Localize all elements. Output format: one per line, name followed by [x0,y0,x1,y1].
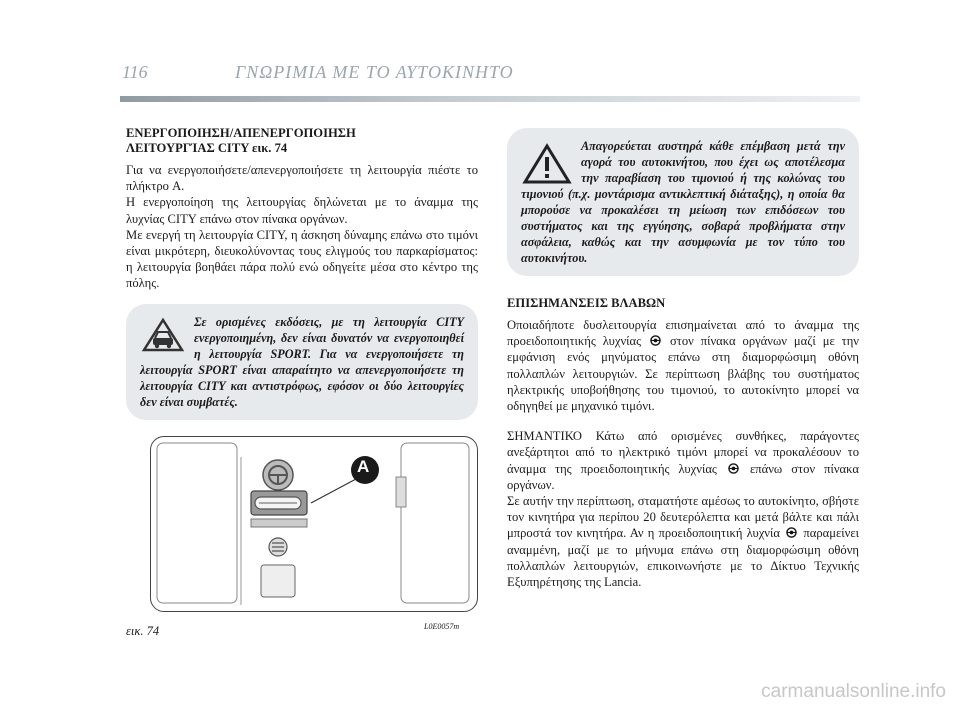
paragraph [507,493,859,590]
section-title-line-2: ΛΕΙΤΟΥΡΓΊΑΣ CITY εικ. 74 [126,141,288,155]
text-fragment: παραμείνει αναμμένη, μαζί με το μήνυμα επάνω στη διαμορφώσιμη οθόνη πολλαπλών λειτουργιών, επικοινωνήστε με το Δίκτυο Τεχνικής Εξυπηρέτησης της Lancia. [507,526,859,590]
text-fragment: ΣΗΜΑΝΤΙΚΟ Κάτω από ορισμένες συνθήκες, παράγοντες ανεξάρτητοι από το ηλεκτρικό τιμόνι μπορεί να προκαλέσουν το άναμμα της προειδοποιητικής λυχνίας [507,429,859,476]
steering-button-illustration [151,437,476,610]
warning-text: Απαγορεύεται αυστηρά κάθε επέμβαση μετά την αγορά του αυτοκινήτου, που έχει ως αποτέλεσμα την παραβίαση του τιμονιού ή της κολώνας του τιμονιού (π.χ. μοντάρισμα αντικλεπτική διάταξης), η οποία θα μπορούσε να προκαλέσει τη μείωση των επιδόσεων του συστήματος και της εγγύησης, σοβαρά προβλήματα στην ασφάλεια, καθώς και την ασυμφωνία με τον τύπο του αυτοκινήτου. [521,139,845,265]
warning-box [507,128,859,276]
text-fragment: επάνω στον πίνακα οργάνων. [507,461,859,492]
figure-code: L0E0057m [424,622,460,631]
figure-74 [150,436,478,612]
steering-warning-light-icon [728,463,739,474]
text-fragment: Σε αυτήν την περίπτωση, σταματήστε αμέσως το αυτοκίνητο, σβήστε τον κινητήρα για περίπου 20 δευτερόλεπτα και μετά βάλτε και πάλι μπροστά τον κινητήρα. Αν η προειδοποιητική λυχνία [507,494,859,541]
steering-warning-light-icon [786,527,797,538]
spacer [507,414,859,428]
paragraph: Η ενεργοποίηση της λειτουργίας δηλώνεται με το άναμμα της λυχνίας CITY επάνω στον πίνακα οργάνων. [126,195,478,226]
left-column [126,126,478,292]
callout-a-label: A [357,457,370,476]
steering-warning-light-icon [650,335,661,346]
section-title-line-1: ΕΝΕΡΓΟΠΟΙΗΣΗ/ΑΠΕΝΕΡΓΟΠΟΙΗΣΗ [126,126,356,140]
warning-triangle-icon [521,142,573,186]
watermark: carmanualsonline.info [761,681,946,702]
paragraph: Με ενεργή τη λειτουργία CITY, η άσκηση δύναμης επάνω στο τιμόνι είναι μικρότερη, διευκολύνοντας τους ελιγμούς του παρκαρίσματος: η λειτουργία βοηθάει πάρα πολύ ενώ οδηγείτε μέσα στο κέντρο της πόλης. [126,227,478,291]
header-rule [120,96,860,102]
text-fragment: στον πίνακα οργάνων μαζί με την εμφάνιση ενός μηνύματος επάνω στη διαμορφώσιμη οθόνη πολλαπλών λειτουργιών. Σε περίπτωση βλάβης του συστήματος ηλεκτρικής υποβοήθησης του τιμονιού, το αυτοκίνητο μπορεί να οδηγηθεί με μηχανικό τιμόνι. [507,334,860,414]
note-text: Σε ορισμένες εκδόσεις, με τη λειτουργία CITY ενεργοποιημένη, δεν είναι δυνατόν να ενεργοποιηθεί η λειτουργία SPORT. Για να ενεργοποιήσετε τη λειτουργία SPORT είναι απαραίτητο να απενεργοποιήσετε τη λειτουργία CITY και αντιστρόφως, εφόσον οι δύο λειτουργίες δεν είναι συμβατές. [140,315,464,409]
page-header [120,58,860,102]
section-title-faults: ΕΠΙΣΗΜΑΝΣΕΙΣ ΒΛΑΒΩΝ [507,296,666,310]
paragraph [507,317,859,414]
running-title: ΓΝΩΡΙΜΙΑ ΜΕ ΤΟ ΑΥΤΟΚΙΝΗΤΟ [235,62,514,82]
text-fragment: Οποιαδήποτε δυσλειτουργία επισημαίνεται από το άναμμα της προειδοποιητικής λυχνίας [507,318,859,349]
fault-section [507,296,859,590]
paragraph: Για να ενεργοποιήσετε/απενεργοποιήσετε τη λειτουργία πιέστε το πλήκτρο A. [126,163,478,194]
note-box [126,304,478,420]
figure-caption: εικ. 74 [126,624,160,638]
section-title-city [126,126,478,156]
car-note-icon [140,316,186,356]
page-number: 116 [122,62,148,82]
paragraph [507,428,859,493]
